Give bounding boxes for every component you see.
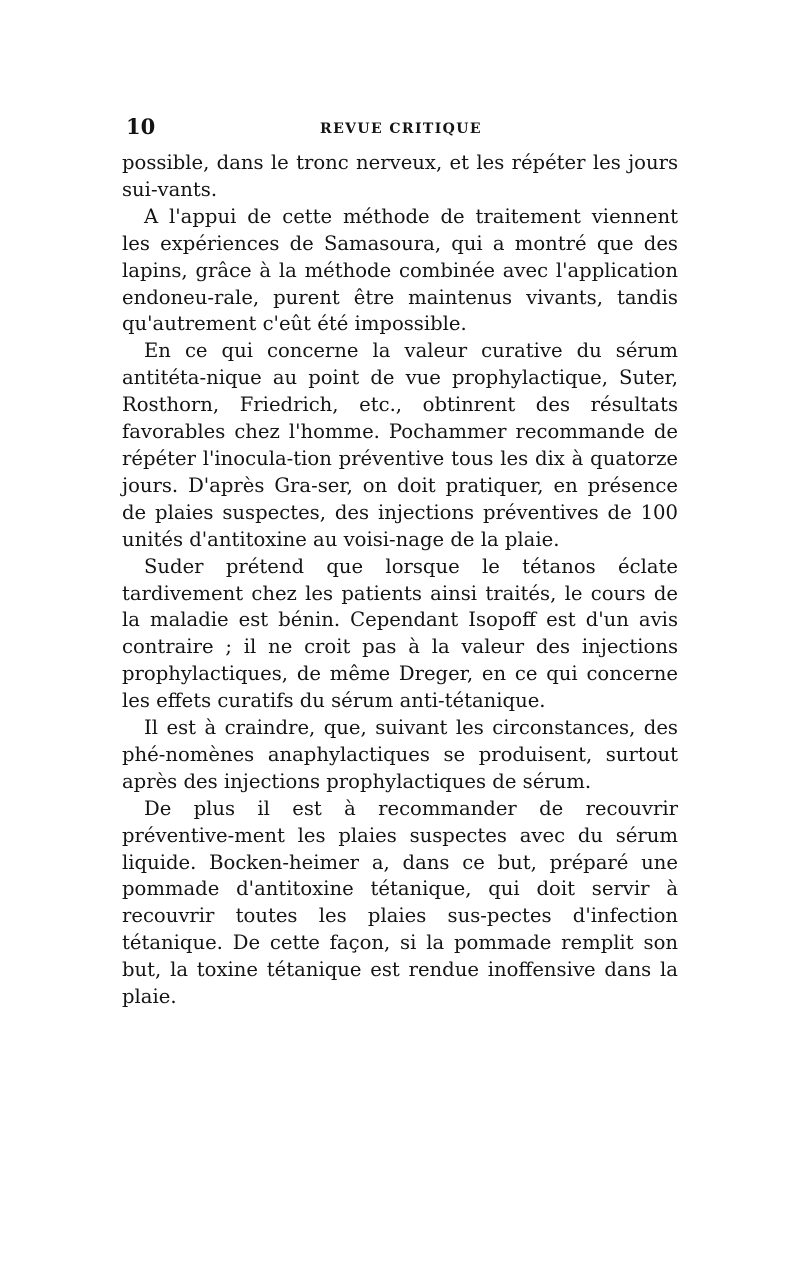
paragraph: A l'appui de cette méthode de traitement viennent les expériences de Samasoura, qui a montré que des lapins, grâce à la méthode combinée avec l'application endoneu-rale, purent être maintenus vivants, tandis qu'autrement c'eût été impossible. (122, 204, 678, 336)
paragraph: Il est à craindre, que, suivant les circonstances, des phé-nomènes anaphylactiques se produisent, surtout après des injections prophylactiques de sérum. (122, 716, 678, 793)
paragraph: De plus il est à recommander de recouvrir préventive-ment les plaies suspectes avec du sérum liquide. Bocken-heimer a, dans ce but, préparé une pommade d'antitoxine tétanique, qui doit servir à recouvrir toutes les plaies sus-pectes d'infection tétanique. De cette façon, si la pommade remplit son but, la toxine tétanique est rendue inoffensive dans la plaie. (122, 796, 678, 1009)
paragraph: possible, dans le tronc nerveux, et les répéter les jours sui-vants. (122, 151, 678, 201)
paragraph: En ce qui concerne la valeur curative du sérum antitéta-nique au point de vue prophylactique, Suter, Rosthorn, Friedrich, etc., obtinrent des résultats favorables chez l'homme. Pochammer recommande de répéter l'inocula-tion préventive tous les dix à quatorze jours. D'après Gra-ser, on doit pratiquer, en présence de plaies suspectes, des injections préventives de 100 unités d'antitoxine au voisi-nage de la plaie. (122, 339, 678, 551)
running-title: REVUE CRITIQUE (320, 121, 482, 137)
page-number: 10 (126, 114, 156, 139)
body-text (122, 150, 678, 1011)
paragraph: Suder prétend que lorsque le tétanos éclate tardivement chez les patients ainsi traités, le cours de la maladie est bénin. Cependant Isopoff est d'un avis contraire ; il ne croit pas à la valeur des injections prophylactiques, de même Dreger, en ce qui concerne les effets curatifs du sérum anti-tétanique. (122, 554, 678, 713)
page-header (126, 112, 676, 142)
